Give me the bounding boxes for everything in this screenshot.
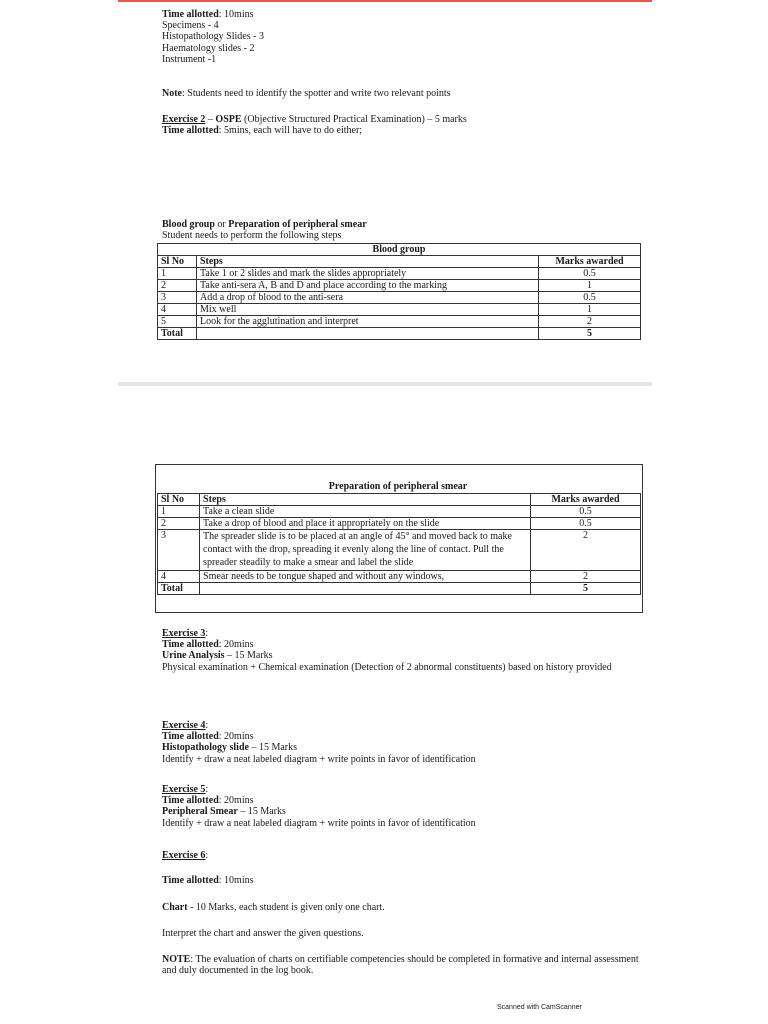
smear-table (157, 493, 641, 595)
time-label: Time allotted (162, 875, 219, 886)
cell: 3 (158, 292, 197, 304)
time-value: : 20mins (218, 639, 254, 651)
exercise4-subject: Histopathology slide (162, 742, 249, 754)
total-row (158, 328, 641, 340)
cell: 0.5 (539, 268, 641, 280)
chart-text: - 10 Marks, each student is given only one chart. (187, 902, 385, 913)
exercise3-marks: – 15 Marks (224, 650, 273, 662)
cell: 1 (158, 506, 200, 518)
total-value: 5 (531, 582, 641, 594)
table-row (158, 280, 641, 292)
cell: Take 1 or 2 slides and mark the slides appropriately (197, 268, 539, 280)
exercise1-info (162, 9, 264, 65)
exercise6-title: Exercise 6 (162, 850, 206, 861)
cell: 2 (539, 316, 641, 328)
table-row (158, 518, 641, 530)
header-marks: Marks awarded (531, 494, 641, 506)
header-steps: Steps (197, 256, 539, 268)
total-label: Total (158, 328, 197, 340)
time-label: Time allotted (162, 125, 219, 137)
cell: 1 (539, 304, 641, 316)
note-label: Note (162, 88, 182, 99)
time-value: : 20mins (218, 731, 254, 743)
total-row (158, 582, 641, 594)
exercise2-block (162, 114, 467, 136)
time-label: Time allotted (162, 731, 219, 743)
cell: Smear needs to be tongue shaped and without any windows, (200, 570, 531, 582)
table-row (158, 570, 641, 582)
header-marks: Marks awarded (539, 256, 641, 268)
table-row (158, 530, 641, 571)
cell: Look for the agglutination and interpret (197, 316, 539, 328)
cell: Take a drop of blood and place it appropriately on the slide (200, 518, 531, 530)
option-b: Preparation of peripheral smear (228, 219, 367, 230)
exercise3-block: Exercise 3: Time allotted: 20mins Urine Analysis – 15 Marks Physical examination + Chemical examination (Detection of 2 abnormal constituents) based on history provided (162, 628, 632, 673)
page-divider (118, 382, 652, 386)
final-note (162, 954, 648, 976)
time-label: Time allotted (162, 9, 219, 20)
exercise5-desc: Identify + draw a neat labeled diagram + write points in favor of identification (162, 817, 476, 829)
cell: 2 (531, 570, 641, 582)
time-label: Time allotted (162, 639, 219, 651)
header-slno: Sl No (158, 494, 200, 506)
dash: – (205, 114, 216, 125)
exercise2-desc: (Objective Structured Practical Examination) – 5 marks (241, 114, 467, 125)
cell: The spreader slide is to be placed at an angle of 45° and moved back to make contact with the drop, spreading it evenly along the line of contact. Pull the spreader steadily to make a smear and label the slide (200, 530, 531, 571)
smear-table-title: Preparation of peripheral smear (328, 481, 468, 492)
table-title: Blood group (158, 244, 641, 256)
time-value: : 10mins (218, 875, 254, 886)
time-label: Time allotted (162, 795, 219, 807)
note-label: NOTE (162, 954, 191, 965)
exercise4-title: Exercise 4 (162, 720, 206, 731)
cell: Mix well (197, 304, 539, 316)
note-line (162, 88, 451, 99)
table-row (158, 304, 641, 316)
blood-group-table (157, 243, 641, 340)
header-slno: Sl No (158, 256, 197, 268)
exercise4-block: Exercise 4: Time allotted: 20mins Histopathology slide – 15 Marks Identify + draw a neat labeled diagram + write points in favor of identification (162, 720, 476, 765)
info-line: Instrument -1 (162, 53, 217, 65)
exercise6-title-line: Exercise 6: (162, 850, 209, 861)
exercise5-marks: – 15 Marks (237, 806, 286, 818)
cell: Take anti-sera A, B and D and place according to the marking (197, 280, 539, 292)
cell: 0.5 (539, 292, 641, 304)
header-steps: Steps (200, 494, 531, 506)
cell: 4 (158, 304, 197, 316)
note-text: : Students need to identify the spotter and write two relevant points (182, 88, 451, 99)
top-edge-line (118, 0, 652, 2)
total-value: 5 (539, 328, 641, 340)
cell: 1 (539, 280, 641, 292)
table-row (158, 316, 641, 328)
cell: 0.5 (531, 518, 641, 530)
exercise6-interpret (162, 928, 364, 939)
info-line: Specimens - 4 (162, 20, 219, 32)
table-row (158, 268, 641, 280)
cell: 5 (158, 316, 197, 328)
section-subtitle: Student needs to perform the following steps (162, 230, 342, 242)
cell: 2 (531, 530, 641, 571)
exercise5-subject: Peripheral Smear (162, 806, 238, 818)
exercise3-title: Exercise 3 (162, 628, 206, 639)
camscanner-watermark: Scanned with CamScanner (497, 1004, 582, 1011)
option-a: Blood group (162, 219, 215, 230)
cell: 2 (158, 518, 200, 530)
total-label: Total (158, 582, 200, 594)
note-text: : The evaluation of charts on certifiable competencies should be completed in formative and internal assessment and duly documented in the log book. (162, 954, 639, 977)
exercise5-block: Exercise 5: Time allotted: 20mins Peripheral Smear – 15 Marks Identify + draw a neat labeled diagram + write points in favor of identification (162, 784, 476, 829)
cell: Take a clean slide (200, 506, 531, 518)
exercise5-title: Exercise 5 (162, 784, 206, 795)
cell: 4 (158, 570, 200, 582)
ospe-label: OSPE (215, 114, 242, 125)
chart-label: Chart (162, 902, 188, 913)
exercise4-desc: Identify + draw a neat labeled diagram + write points in favor of identification (162, 753, 476, 765)
exercise3-desc: Physical examination + Chemical examination (Detection of 2 abnormal constituents) based on history provided (162, 661, 612, 673)
time-value: : 10mins (218, 9, 254, 20)
cell: Add a drop of blood to the anti-sera (197, 292, 539, 304)
exercise6-time (162, 875, 254, 886)
cell: 3 (158, 530, 200, 571)
or-word: or (214, 219, 229, 230)
exercise4-marks: – 15 Marks (248, 742, 298, 754)
cell: 2 (158, 280, 197, 292)
cell: 0.5 (531, 506, 641, 518)
info-line: Histopathology Slides - 3 (162, 31, 264, 43)
table-row (158, 506, 641, 518)
time-value: : 5mins, each will have to do either; (218, 125, 363, 137)
exercise2-title: Exercise 2 (162, 114, 206, 125)
info-line: Haematology slides - 2 (162, 42, 255, 54)
exercise3-subject: Urine Analysis (162, 650, 225, 662)
time-value: : 20mins (218, 795, 254, 807)
section-intro (162, 219, 367, 241)
exercise6-chart (162, 902, 385, 913)
table-row (158, 292, 641, 304)
interpret-text: Interpret the chart and answer the given questions. (162, 928, 364, 939)
cell: 1 (158, 268, 197, 280)
